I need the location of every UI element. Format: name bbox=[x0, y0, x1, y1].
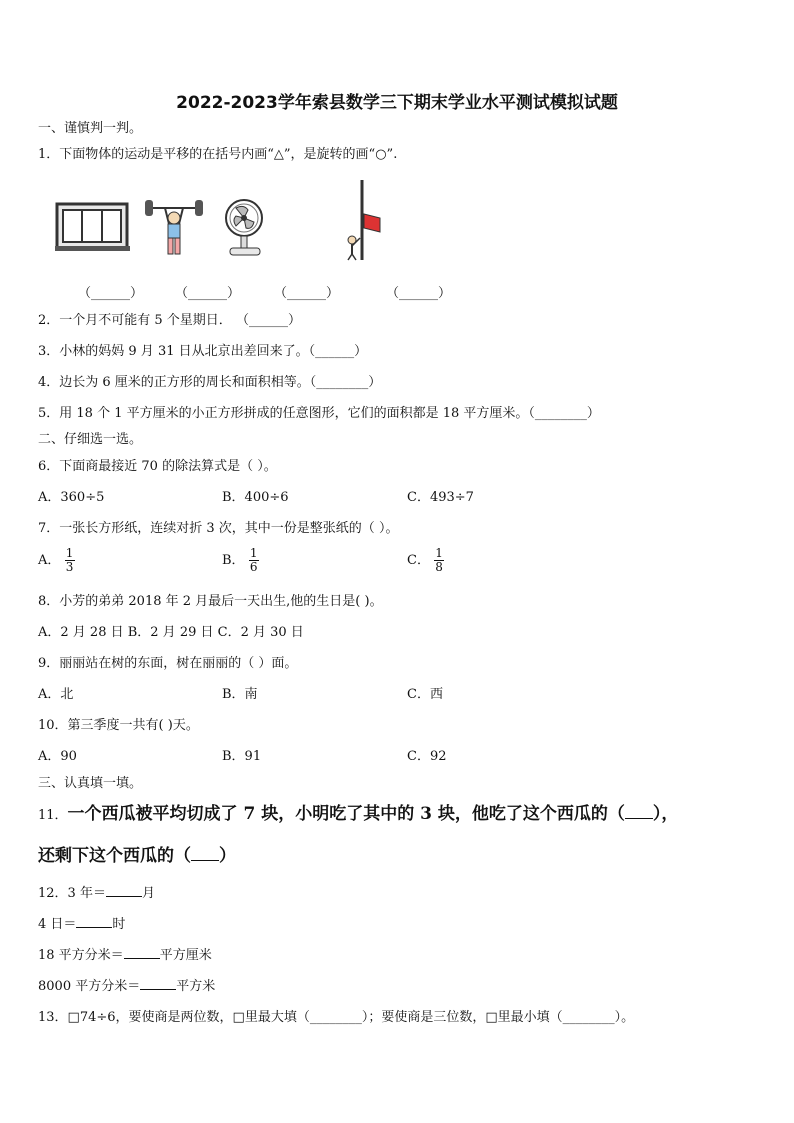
q12-blank-3[interactable] bbox=[124, 946, 160, 959]
section-heading-fill: 三、认真填一填。 bbox=[38, 776, 143, 791]
fraction-one-sixth bbox=[249, 547, 259, 574]
q7-option-a[interactable] bbox=[38, 547, 75, 574]
q12-unit-1: 月 bbox=[141, 886, 155, 901]
q10-option-b[interactable]: B．91 bbox=[222, 749, 262, 764]
answer-paren-1[interactable]: （______） bbox=[78, 286, 144, 301]
q7-option-b[interactable] bbox=[222, 547, 259, 574]
question-11-text-2: 还剩下这个西瓜的（ bbox=[38, 846, 191, 866]
q12-unit-2: 时 bbox=[112, 917, 126, 932]
fraction-denominator: 6 bbox=[249, 560, 258, 574]
fraction-denominator: 3 bbox=[65, 560, 74, 574]
answer-paren-3[interactable]: （______） bbox=[274, 286, 340, 301]
q11-blank-1[interactable] bbox=[625, 806, 653, 819]
question-1: 1．下面物体的运动是平移的在括号内画“△”，是旋转的画“○”. bbox=[38, 147, 398, 162]
question-5: 5．用 18 个 1 平方厘米的小正方形拼成的任意图形，它们的面积都是 18 平方厘米。（________） bbox=[38, 406, 600, 421]
q7-option-a-label: A． bbox=[38, 553, 61, 568]
q10-option-c[interactable]: C．92 bbox=[407, 749, 447, 764]
fraction-one-third bbox=[65, 547, 75, 574]
q10-option-a[interactable]: A．90 bbox=[38, 749, 77, 764]
q8-options[interactable]: A．2 月 28 日 B．2 月 29 日 C．2 月 30 日 bbox=[38, 625, 304, 640]
question-6: 6．下面商最接近 70 的除法算式是（ ）。 bbox=[38, 459, 277, 474]
section-heading-choose: 二、仔细选一选。 bbox=[38, 432, 143, 447]
question-9: 9．丽丽站在树的东面，树在丽丽的（ ）面。 bbox=[38, 656, 298, 671]
fraction-numerator: 1 bbox=[249, 546, 258, 560]
question-10: 10．第三季度一共有( )天。 bbox=[38, 718, 199, 733]
q12-blank-2[interactable] bbox=[76, 915, 112, 928]
question-2: 2．一个月不可能有 5 个星期日． （______） bbox=[38, 313, 301, 328]
q12-unit-4: 平方米 bbox=[176, 979, 216, 994]
q6-option-c[interactable]: C．493÷7 bbox=[407, 490, 474, 505]
question-8: 8．小芳的弟弟 2018 年 2 月最后一天出生,他的生日是( )。 bbox=[38, 594, 383, 609]
flagpole-picture bbox=[340, 178, 388, 262]
question-12-line-4 bbox=[38, 977, 215, 996]
window-picture bbox=[55, 200, 130, 252]
q12-prefix-3: 18 平方分米＝ bbox=[38, 948, 124, 963]
question-11-line-2 bbox=[38, 844, 236, 868]
q12-unit-3: 平方厘米 bbox=[159, 948, 212, 963]
question-12-line-2 bbox=[38, 915, 125, 934]
q9-option-c[interactable]: C．西 bbox=[407, 687, 443, 702]
q9-option-b[interactable]: B．南 bbox=[222, 687, 258, 702]
fraction-numerator: 1 bbox=[65, 546, 74, 560]
question-11-number: 11． bbox=[38, 808, 68, 823]
q11-blank-2[interactable] bbox=[191, 848, 219, 861]
fraction-numerator: 1 bbox=[435, 546, 443, 560]
q7-option-c[interactable] bbox=[407, 547, 444, 574]
section-heading-judge: 一、谨慎判一判。 bbox=[38, 121, 143, 136]
question-11-text: 一个西瓜被平均切成了 7 块，小明吃了其中的 3 块，他吃了这个西瓜的（ bbox=[67, 804, 625, 824]
question-12-line-1 bbox=[38, 884, 155, 903]
page-title: 2022-2023学年索县数学三下期末学业水平测试模拟试题 bbox=[176, 93, 618, 113]
q12-prefix-2: 4 日＝ bbox=[38, 917, 77, 932]
question-4: 4．边长为 6 厘米的正方形的周长和面积相等。（________） bbox=[38, 375, 382, 390]
q7-option-c-label: C． bbox=[407, 553, 430, 568]
weightlifter-picture bbox=[143, 194, 205, 258]
q6-option-b[interactable]: B．400÷6 bbox=[222, 490, 289, 505]
question-13: 13．□74÷6，要使商是两位数，□里最大填（________）；要使商是三位数，□里最小填（________）。 bbox=[38, 1010, 635, 1025]
question-12-line-3 bbox=[38, 946, 212, 965]
q6-option-a[interactable]: A．360÷5 bbox=[38, 490, 105, 505]
answer-paren-2[interactable]: （______） bbox=[175, 286, 241, 301]
q12-blank-1[interactable] bbox=[106, 884, 142, 897]
question-3: 3．小林的妈妈 9 月 31 日从北京出差回来了。（______） bbox=[38, 344, 368, 359]
q7-option-b-label: B． bbox=[222, 553, 245, 568]
question-11-line-1 bbox=[38, 802, 678, 828]
fraction-denominator: 8 bbox=[435, 560, 443, 574]
fraction-one-eighth bbox=[434, 547, 444, 574]
question-7: 7．一张长方形纸，连续对折 3 次，其中一份是整张纸的（ ）。 bbox=[38, 521, 399, 536]
q9-option-a[interactable]: A．北 bbox=[38, 687, 74, 702]
q12-prefix-1: 12．3 年＝ bbox=[38, 886, 106, 901]
answer-paren-4[interactable]: （______） bbox=[386, 286, 452, 301]
question-11-close: ）， bbox=[652, 804, 679, 824]
question-11-close-2: ） bbox=[219, 846, 236, 866]
q12-blank-4[interactable] bbox=[140, 977, 176, 990]
q12-prefix-4: 8000 平方分米＝ bbox=[38, 979, 141, 994]
fan-picture bbox=[222, 196, 270, 258]
